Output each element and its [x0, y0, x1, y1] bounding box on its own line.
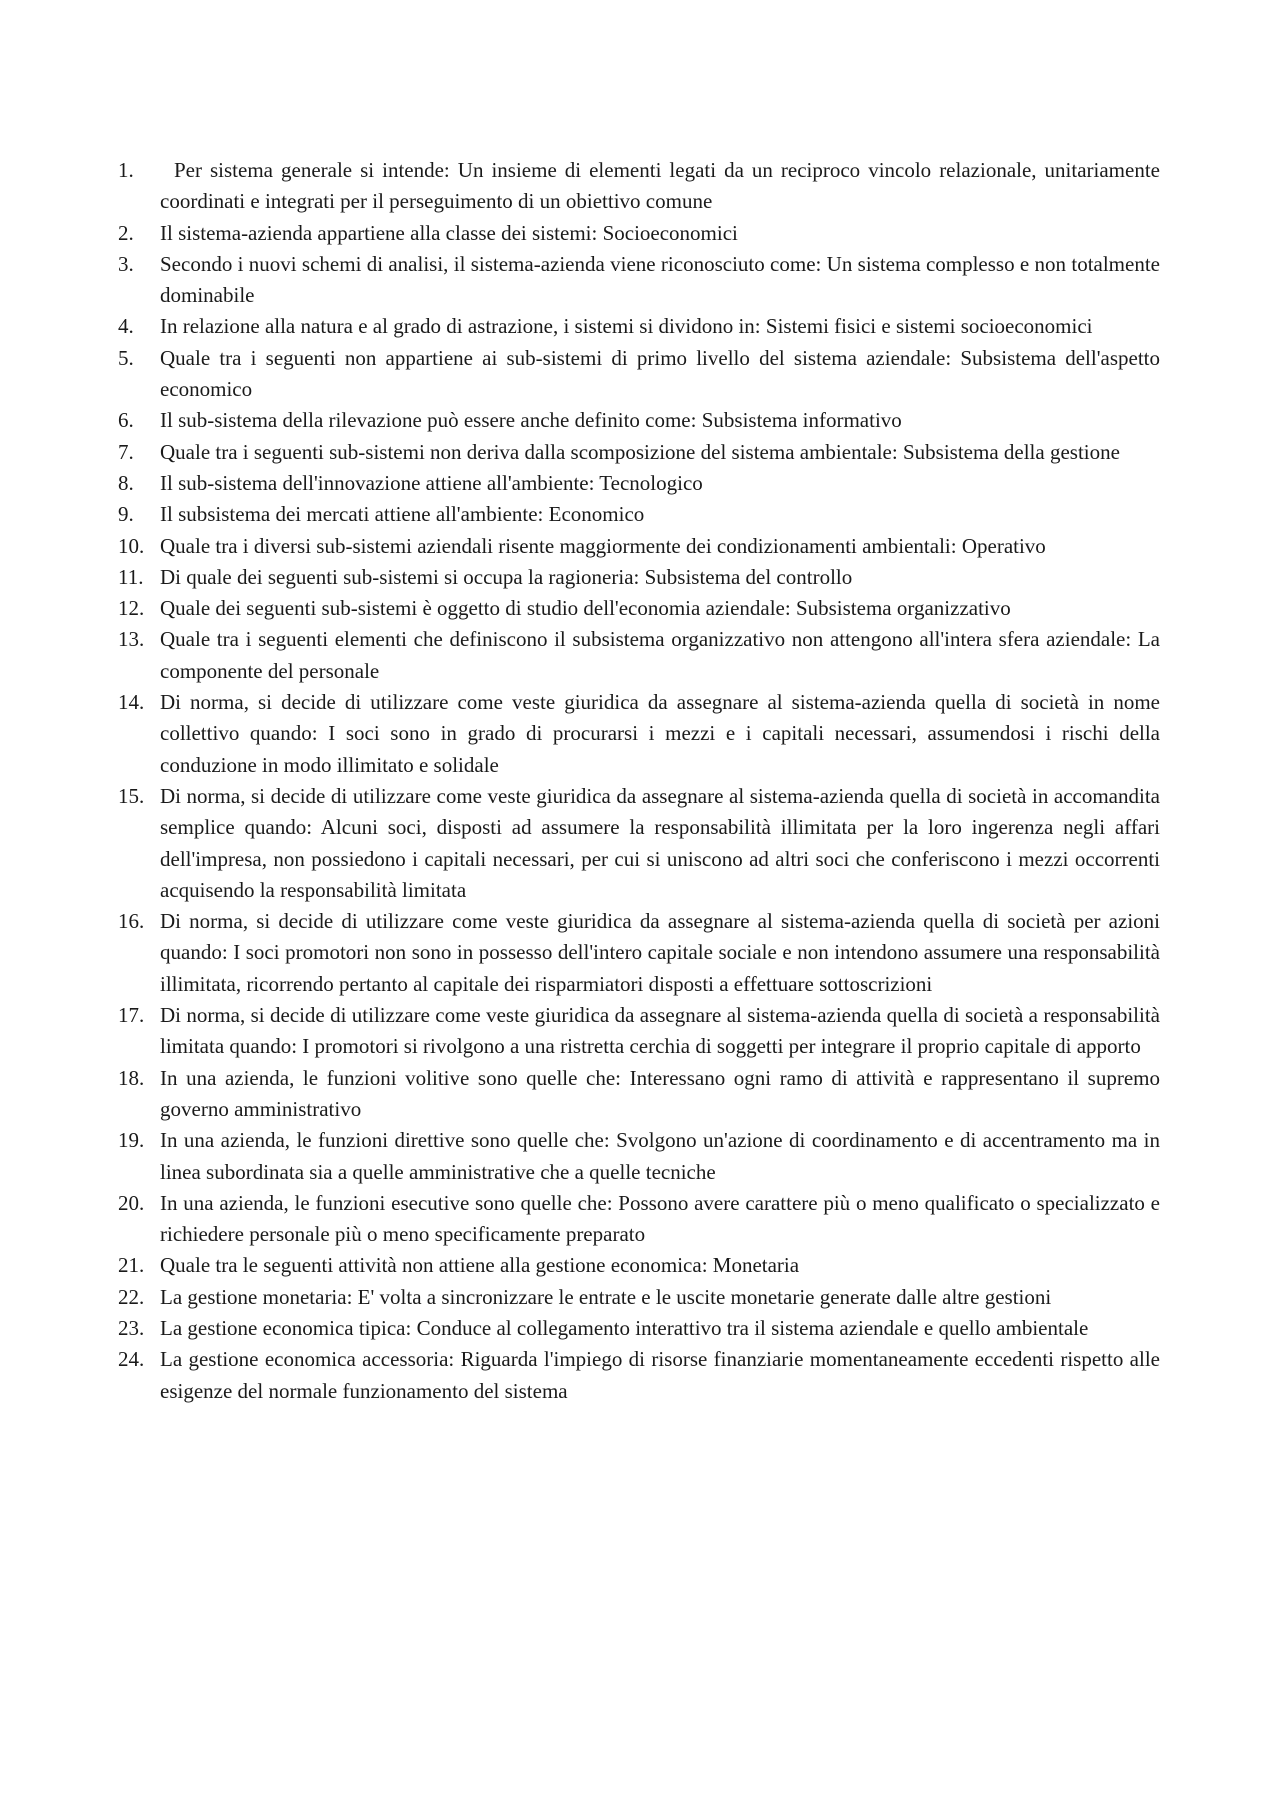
item-number: 11. — [118, 564, 144, 589]
list-item — [118, 1282, 1160, 1313]
list-item — [118, 155, 1160, 218]
item-text: Di norma, si decide di utilizzare come veste giuridica da assegnare al sistema-azienda quella di società in nome collettivo quando: I soci sono in grado di procurarsi i mezzi e i capitali necessari, assumendosi i rischi della conduzione in modo illimitato e solidale — [160, 690, 1160, 777]
list-item — [118, 1125, 1160, 1188]
item-number: 4. — [118, 314, 134, 339]
item-text: Quale tra i seguenti non appartiene ai sub-sistemi di primo livello del sistema aziendale: Subsistema dell'aspetto economico — [160, 345, 1160, 402]
item-number: 7. — [118, 439, 134, 464]
item-text: Di norma, si decide di utilizzare come veste giuridica da assegnare al sistema-azienda quella di società in accomandita semplice quando: Alcuni soci, disposti ad assumere la responsabilità illimitata per la loro ingerenza negli affari dell'impresa, non possiedono i capitali necessari, per cui si uniscono ad altri soci che conferiscono i mezzi occorrenti acquisendo la responsabilità limitata — [160, 783, 1160, 902]
list-item — [118, 624, 1160, 687]
list-item — [118, 687, 1160, 781]
item-number: 12. — [118, 596, 145, 621]
item-text: Quale tra le seguenti attività non attiene alla gestione economica: Monetaria — [160, 1253, 800, 1278]
item-number: 2. — [118, 220, 134, 245]
item-number: 1. — [118, 158, 134, 182]
item-text: In relazione alla natura e al grado di astrazione, i sistemi si dividono in: Sistemi fisici e sistemi socioeconomici — [160, 314, 1093, 339]
list-item — [118, 593, 1160, 624]
item-number: 24. — [118, 1347, 145, 1372]
list-item — [118, 468, 1160, 499]
item-number: 9. — [118, 502, 134, 527]
list-item — [118, 1250, 1160, 1281]
item-text: In una azienda, le funzioni esecutive sono quelle che: Possono avere carattere più o meno qualificato o specializzato e richiedere personale più o meno specificamente preparato — [160, 1190, 1160, 1247]
question-answer-list — [118, 155, 1160, 1407]
list-item — [118, 1313, 1160, 1344]
list-item — [118, 1188, 1160, 1251]
item-text: In una azienda, le funzioni volitive sono quelle che: Interessano ogni ramo di attività e rappresentano il supremo governo amministrativo — [160, 1065, 1160, 1121]
item-number: 10. — [118, 533, 145, 558]
list-item — [118, 1063, 1160, 1126]
list-item — [118, 906, 1160, 1000]
item-text: Il subsistema dei mercati attiene all'ambiente: Economico — [160, 502, 645, 527]
item-text: Quale tra i seguenti sub-sistemi non deriva dalla scomposizione del sistema ambientale: Subsistema della gestione — [160, 439, 1120, 464]
list-item — [118, 437, 1160, 468]
item-number: 8. — [118, 470, 134, 495]
item-text: Quale tra i diversi sub-sistemi aziendali risente maggiormente dei condizionamenti ambientali: Operativo — [160, 533, 1046, 558]
item-text: Di quale dei seguenti sub-sistemi si occupa la ragioneria: Subsistema del controllo — [160, 564, 853, 589]
item-text: In una azienda, le funzioni direttive sono quelle che: Svolgono un'azione di coordinamento e di accentramento ma in linea subordinata sia a quelle amministrative che a quelle tecniche — [160, 1128, 1160, 1184]
item-text: La gestione economica accessoria: Riguarda l'impiego di risorse finanziarie momentaneamente eccedenti rispetto alle esigenze del normale funzionamento del sistema — [160, 1347, 1160, 1403]
list-item — [118, 562, 1160, 593]
list-item — [118, 1344, 1160, 1407]
item-number: 20. — [118, 1190, 145, 1215]
item-number: 5. — [118, 345, 134, 370]
item-text: Secondo i nuovi schemi di analisi, il sistema-azienda viene riconosciuto come: Un sistema complesso e non totalmente dominabile — [160, 251, 1160, 308]
item-text: Per sistema generale si intende: Un insieme di elementi legati da un reciproco vincolo relazionale, unitariamente coordinati e integrati per il perseguimento di un obiettivo comune — [160, 158, 1160, 214]
item-number: 21. — [118, 1253, 145, 1278]
item-text: Il sub-sistema della rilevazione può essere anche definito come: Subsistema informativo — [160, 408, 902, 433]
item-number: 15. — [118, 783, 145, 808]
list-item — [118, 311, 1160, 342]
item-text: Il sistema-azienda appartiene alla classe dei sistemi: Socioeconomici — [160, 220, 738, 245]
list-item — [118, 249, 1160, 312]
item-text: Quale tra i seguenti elementi che definiscono il subsistema organizzativo non attengono all'intera sfera aziendale: La componente del personale — [160, 627, 1160, 683]
item-number: 3. — [118, 251, 134, 276]
list-item — [118, 343, 1160, 406]
item-number: 23. — [118, 1315, 145, 1340]
item-number: 16. — [118, 909, 145, 934]
list-item — [118, 218, 1160, 249]
item-number: 18. — [118, 1065, 145, 1090]
item-text: Di norma, si decide di utilizzare come veste giuridica da assegnare al sistema-azienda quella di società a responsabilità limitata quando: I promotori si rivolgono a una ristretta cerchia di soggetti per integrare il proprio capitale di apporto — [160, 1003, 1160, 1059]
item-text: La gestione economica tipica: Conduce al collegamento interattivo tra il sistema aziendale e quello ambientale — [160, 1315, 1089, 1340]
item-number: 17. — [118, 1003, 145, 1028]
list-item — [118, 499, 1160, 530]
item-text: Di norma, si decide di utilizzare come veste giuridica da assegnare al sistema-azienda quella di società per azioni quando: I soci promotori non sono in possesso dell'intero capitale sociale e non intendono assumere una responsabilità illimitata, ricorrendo pertanto al capitale dei risparmiatori disposti a effettuare sottoscrizioni — [160, 909, 1160, 996]
item-number: 22. — [118, 1284, 145, 1309]
list-item — [118, 781, 1160, 906]
list-item — [118, 1000, 1160, 1063]
list-item — [118, 531, 1160, 562]
item-text: La gestione monetaria: E' volta a sincronizzare le entrate e le uscite monetarie generate dalle altre gestioni — [160, 1284, 1052, 1309]
item-number: 14. — [118, 690, 145, 715]
item-number: 19. — [118, 1128, 145, 1153]
item-text: Il sub-sistema dell'innovazione attiene all'ambiente: Tecnologico — [160, 470, 703, 495]
item-text: Quale dei seguenti sub-sistemi è oggetto di studio dell'economia aziendale: Subsistema organizzativo — [160, 596, 1011, 621]
item-number: 6. — [118, 408, 134, 433]
item-number: 13. — [118, 627, 145, 652]
list-item — [118, 405, 1160, 436]
